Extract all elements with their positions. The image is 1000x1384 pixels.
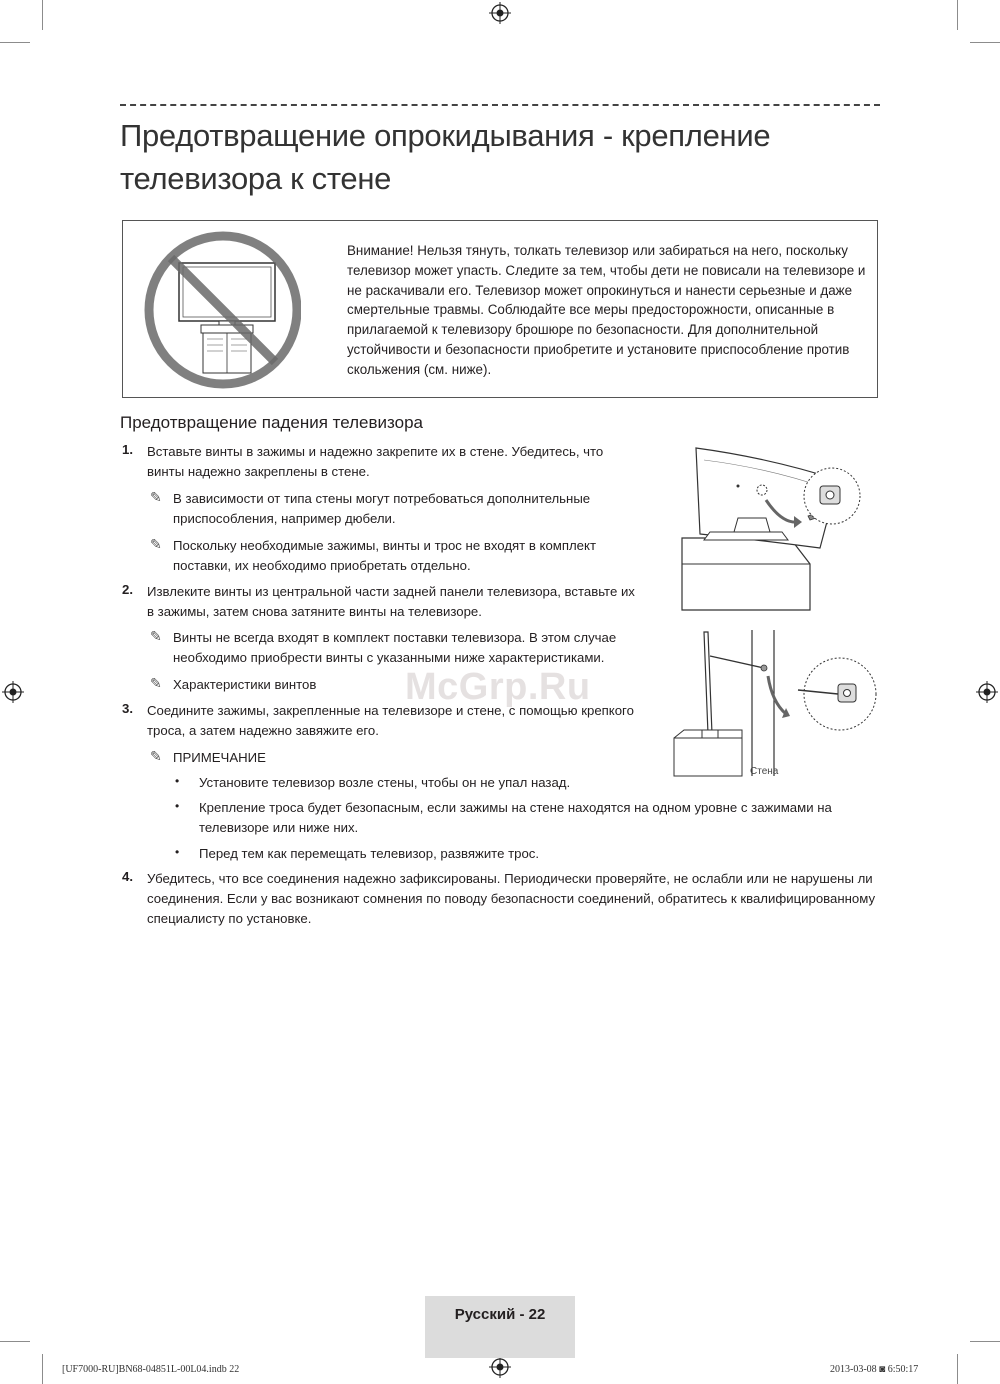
wall-label: Стена bbox=[750, 766, 779, 777]
note-text: В зависимости от типа стены могут потребоваться дополнительные приспособления, например дюбели. bbox=[173, 491, 591, 526]
bullet-text: Установите телевизор возле стены, чтобы он не упал назад. bbox=[199, 775, 571, 790]
note-header: ПРИМЕЧАНИЕ bbox=[173, 750, 266, 765]
dashed-rule bbox=[120, 104, 880, 106]
note-text: Поскольку необходимые зажимы, винты и трос не входят в комплект поставки, их необходимо приобретать отдельно. bbox=[173, 538, 596, 573]
step-text: Соедините зажимы, закрепленные на телевизоре и стене, с помощью крепкого троса, а затем надежно завяжите его. bbox=[147, 703, 634, 738]
tv-clamp-illustration bbox=[670, 440, 870, 620]
no-climbing-tv-icon bbox=[141, 227, 301, 389]
watermark: McGrp.Ru bbox=[405, 666, 591, 708]
registration-mark-icon bbox=[489, 1356, 511, 1378]
section-title: Предотвращение падения телевизора bbox=[120, 413, 423, 432]
bullet-icon: • bbox=[175, 799, 180, 813]
page-title: Предотвращение опрокидывания - крепление телевизора к стене bbox=[120, 118, 771, 196]
note-icon: ✎ bbox=[150, 489, 162, 505]
note-text: Винты не всегда входят в комплект поставки телевизора. В этом случае необходимо приобрести винты с указанными ниже характеристиками. bbox=[173, 630, 617, 665]
step-number: 2. bbox=[122, 582, 133, 597]
note-text: Характеристики винтов bbox=[173, 677, 317, 692]
registration-mark-icon bbox=[489, 2, 511, 24]
crop-mark bbox=[0, 1341, 30, 1342]
print-slug-left: [UF7000-RU]BN68-04851L-00L04.indb 22 bbox=[62, 1364, 240, 1375]
crop-mark bbox=[42, 1354, 43, 1384]
registration-mark-icon bbox=[2, 681, 24, 703]
warning-box bbox=[122, 220, 878, 398]
note-icon: ✎ bbox=[150, 675, 162, 691]
wall-cable-illustration bbox=[668, 626, 878, 781]
crop-mark bbox=[0, 42, 30, 43]
crop-mark bbox=[970, 42, 1000, 43]
crop-mark bbox=[42, 0, 43, 30]
step-number: 1. bbox=[122, 442, 133, 457]
registration-mark-icon bbox=[976, 681, 998, 703]
bullet-icon: • bbox=[175, 774, 180, 788]
crop-mark bbox=[957, 1354, 958, 1384]
crop-mark bbox=[957, 0, 958, 30]
page-number: Русский - 22 bbox=[454, 1306, 546, 1323]
crop-mark bbox=[970, 1341, 1000, 1342]
step-number: 3. bbox=[122, 701, 133, 716]
warning-text: Внимание! Нельзя тянуть, толкать телевизор или забираться на него, поскольку телевизор может упасть. Следите за тем, чтобы дети не повисали на телевизоре и не раскачивали его. Телевизор может опрокинуться и нанести серьезные и даже смертельные травмы. Соблюдайте все меры предосторожности, описанные в прилагаемой к телевизору брошюре по безопасности. Для дополнительной устойчивости и безопасности приобретите и установите приспособление против скольжения (см. ниже). bbox=[347, 243, 866, 377]
step-number: 4. bbox=[122, 869, 133, 884]
note-icon: ✎ bbox=[150, 748, 162, 764]
bullet-text: Крепление троса будет безопасным, если зажимы на стене находятся на одном уровне с зажимами на телевизоре или ниже них. bbox=[199, 800, 832, 835]
bullet-text: Перед тем как перемещать телевизор, развяжите трос. bbox=[199, 846, 540, 861]
step-text: Извлеките винты из центральной части задней панели телевизора, вставьте их в зажимы, затем снова затяните винты на телевизоре. bbox=[147, 584, 635, 619]
step-text: Вставьте винты в зажимы и надежно закрепите их в стене. Убедитесь, что винты надежно закреплены в стене. bbox=[147, 444, 604, 479]
note-icon: ✎ bbox=[150, 628, 162, 644]
bullet-icon: • bbox=[175, 845, 180, 859]
print-slug-right: 2013-03-08 ◙ 6:50:17 bbox=[830, 1364, 919, 1375]
note-icon: ✎ bbox=[150, 536, 162, 552]
step-text: Убедитесь, что все соединения надежно зафиксированы. Периодически проверяйте, не ослабли или не нарушены ли соединения. Если у вас возникают сомнения по поводу безопасности соединений, обратитесь к квалифицированному специалисту по установке. bbox=[147, 871, 876, 926]
